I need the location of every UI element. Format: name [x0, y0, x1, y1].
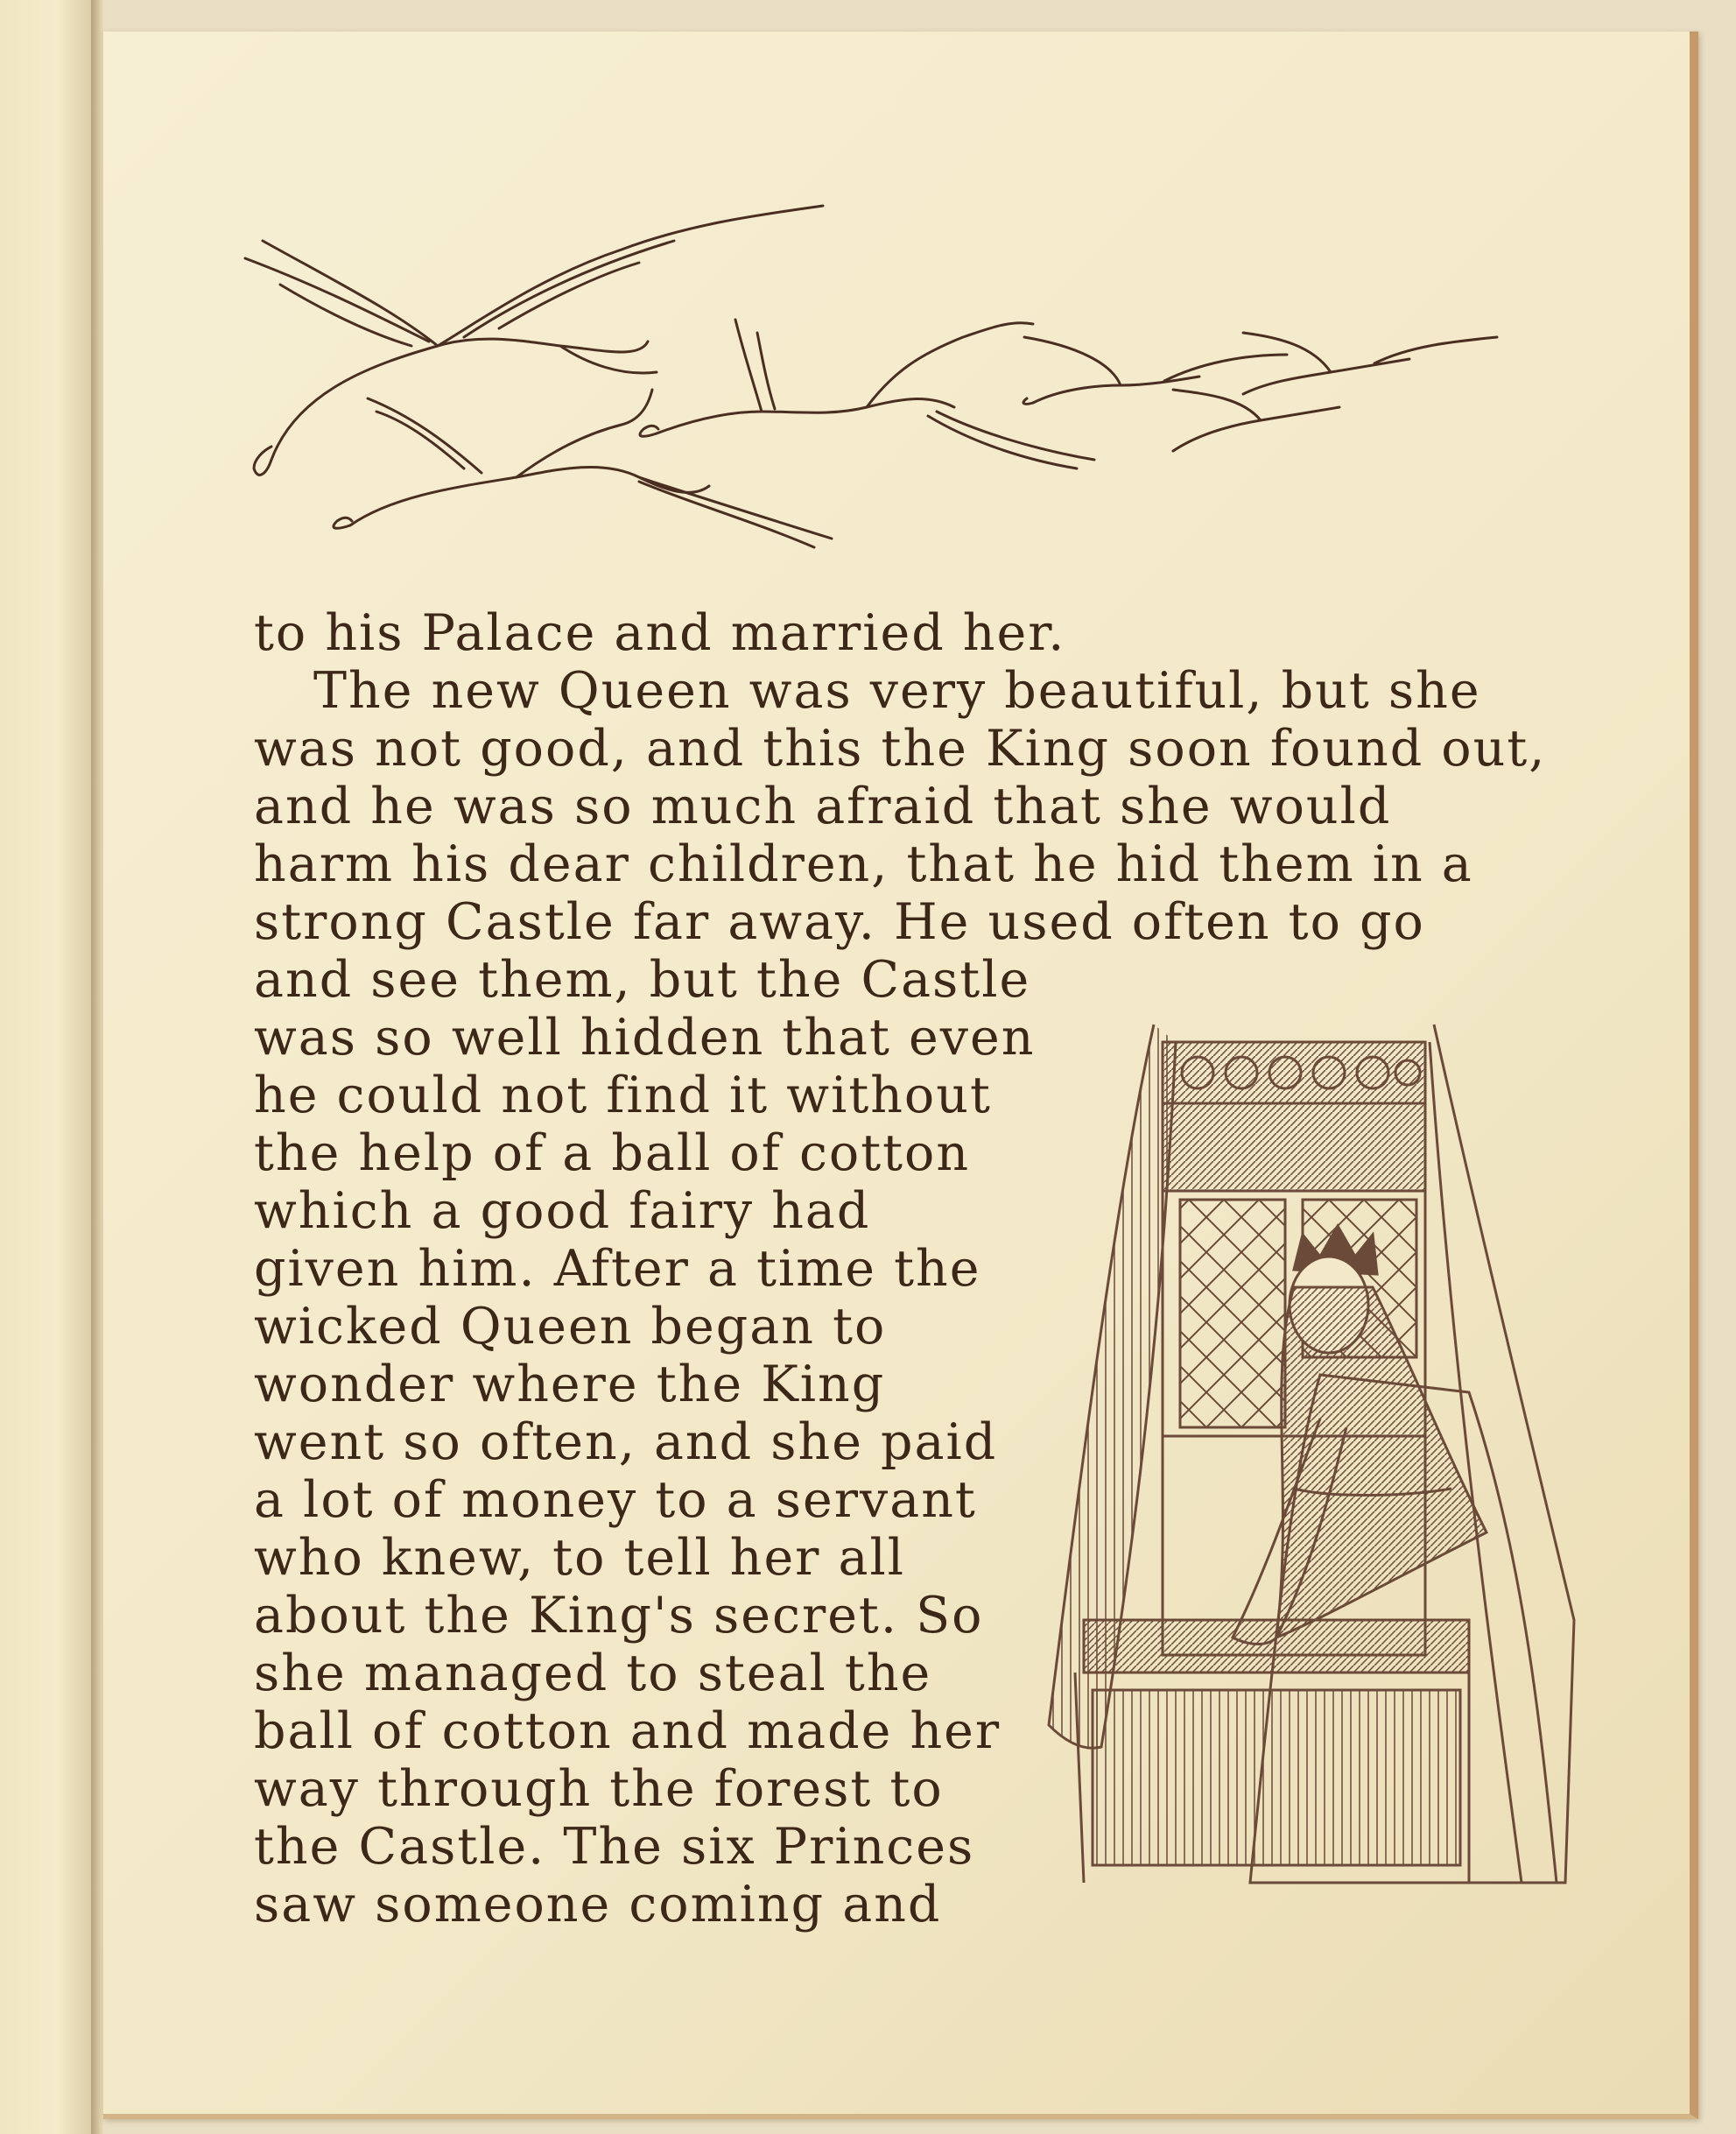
- swan-large-2: [334, 390, 832, 547]
- story-line: the Castle. The six Princes: [254, 1818, 975, 1876]
- story-line: about the King's secret. So: [254, 1587, 984, 1645]
- swan-medium: [640, 320, 1094, 468]
- story-line: saw someone coming and: [254, 1876, 942, 1933]
- swan-small-3: [1173, 390, 1339, 451]
- story-line: was so well hidden that even: [254, 1009, 1036, 1067]
- story-line: way through the forest to: [254, 1760, 944, 1818]
- book-gutter: [91, 0, 103, 2134]
- story-line: to his Palace and married her.: [254, 604, 1066, 662]
- left-page-edge: [0, 0, 96, 2134]
- story-line: and see them, but the Castle: [254, 951, 1031, 1009]
- swan-large-1: [245, 206, 823, 475]
- story-line: a lot of money to a servant: [254, 1471, 977, 1529]
- story-line: who knew, to tell her all: [254, 1529, 905, 1587]
- story-line: was not good, and this the King soon found out,: [254, 720, 1547, 778]
- story-line: and he was so much afraid that she would: [254, 778, 1392, 835]
- story-line: went so often, and she paid: [254, 1413, 998, 1471]
- story-line: harm his dear children, that he hid them in a: [254, 835, 1473, 893]
- story-line: she managed to steal the: [254, 1645, 932, 1702]
- flying-swans-illustration: [149, 171, 1523, 574]
- story-line: wicked Queen began to: [254, 1298, 887, 1356]
- story-line: the help of a ball of cotton: [254, 1124, 971, 1182]
- story-line: ball of cotton and made her: [254, 1702, 1002, 1760]
- story-line: wonder where the King: [254, 1356, 886, 1413]
- swan-small-1: [1023, 337, 1287, 404]
- story-line: given him. After a time the: [254, 1240, 981, 1298]
- story-line: The new Queen was very beautiful, but she: [313, 662, 1481, 720]
- queen-at-window-illustration: [1031, 1007, 1592, 1909]
- story-line: strong Castle far away. He used often to go: [254, 893, 1425, 951]
- story-line: which a good fairy had: [254, 1182, 871, 1240]
- story-line: he could not find it without: [254, 1067, 992, 1124]
- swan-small-2: [1243, 333, 1497, 394]
